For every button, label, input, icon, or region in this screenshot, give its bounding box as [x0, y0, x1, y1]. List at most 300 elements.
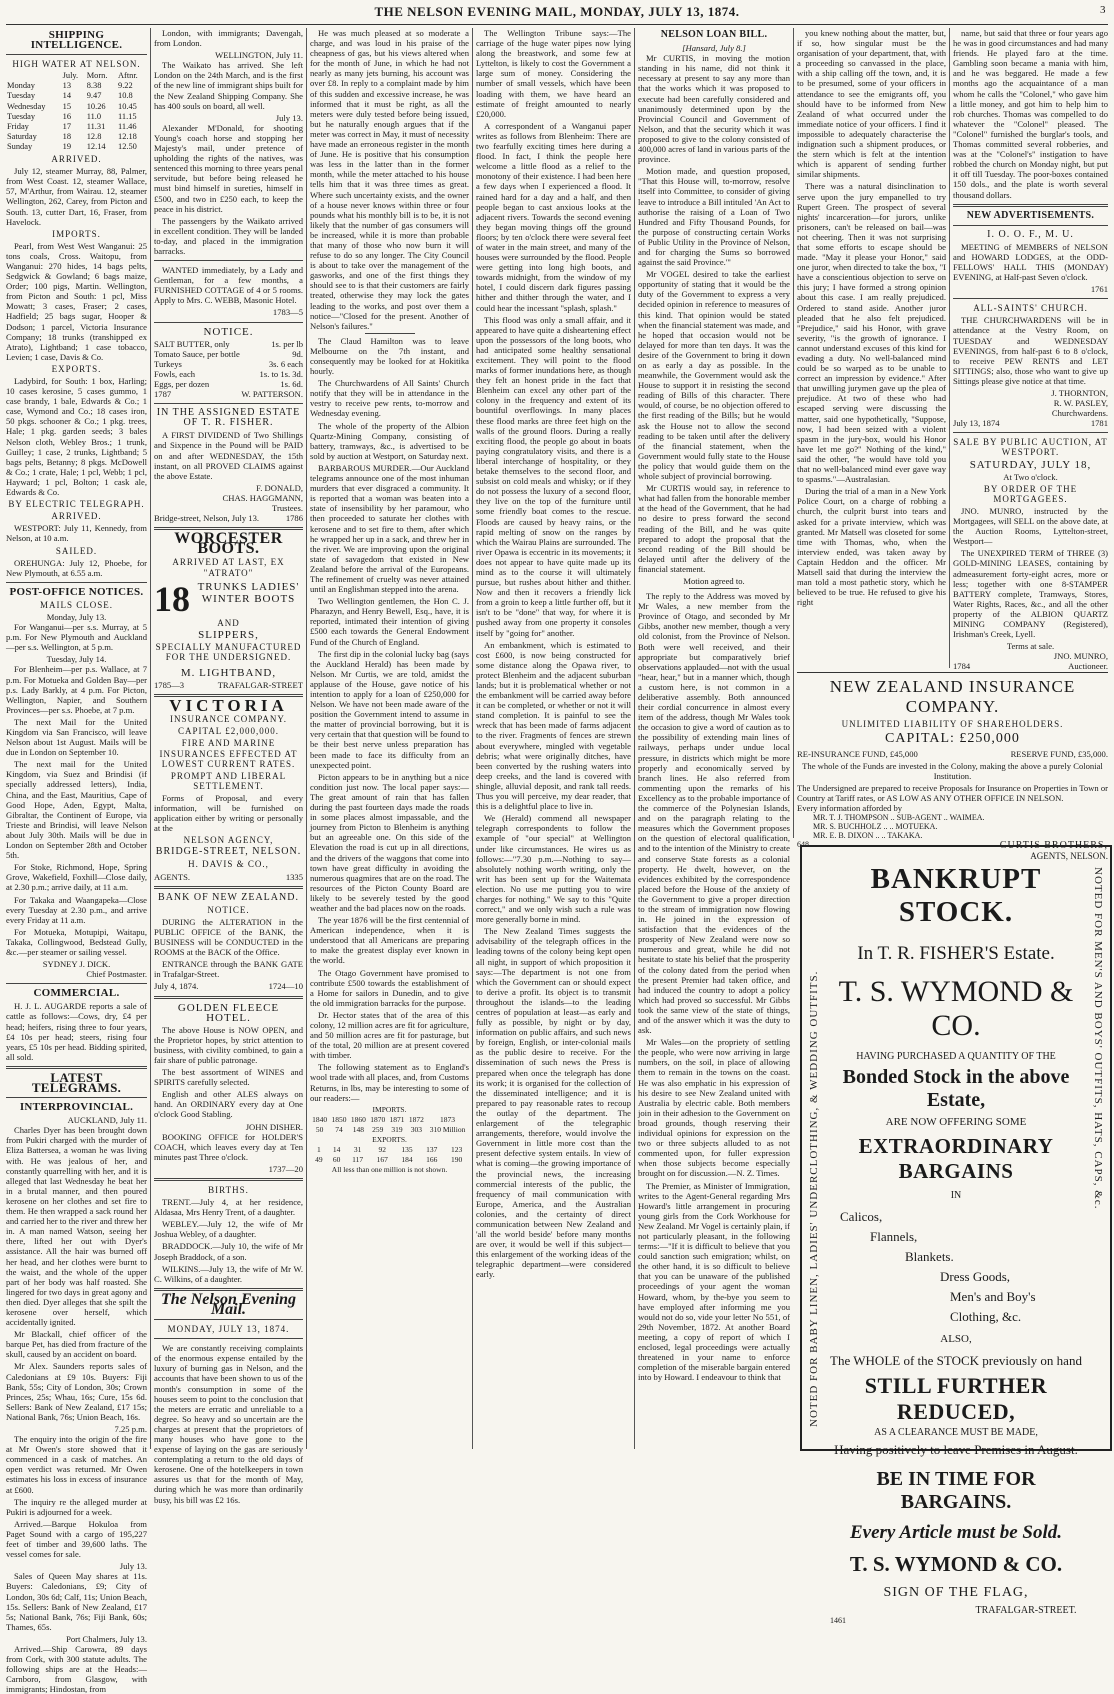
- worcester-block: [154, 578, 303, 619]
- notice-item-price: 3s. 6 each: [268, 358, 303, 369]
- motion-agreed: Motion agreed to.: [683, 575, 745, 586]
- ad-number: 648: [797, 840, 809, 849]
- notice-signature: W. PATTERSON.: [241, 389, 303, 400]
- tide-cell: 10.26: [86, 101, 106, 111]
- right-side-banner: [1086, 867, 1108, 1427]
- worcester-address: TRAFALGAR-STREET: [217, 680, 303, 691]
- whole-stock-line: The WHOLE of the STOCK previously on hand: [830, 1353, 1082, 1368]
- sale-heading: SALE BY PUBLIC AUCTION, AT WESTPORT.: [953, 437, 1108, 458]
- trade-value: 135: [401, 1145, 413, 1155]
- hansard-text: Mr CURTIS would say, in reference to what had fallen from the honorable member at the head of the Government, that he had no desire to press forward the second reading of the Bill, and he was quite prepared to adopt the proposal that the second reading of the Bill should be delayed until after the delivery of the financial statement.: [638, 483, 790, 574]
- reduced-line: STILL FURTHER REDUCED,: [864, 1373, 1048, 1424]
- iof-heading: I. O. O. F., M. U.: [987, 228, 1074, 240]
- trade-years-row: [310, 1115, 469, 1125]
- column-rule: [472, 28, 473, 1449]
- column-7: [953, 28, 1108, 672]
- reinsurance-fund: RE-INSURANCE FUND, £45,000: [797, 749, 918, 759]
- notice-item-price: 1s. per lb: [271, 338, 303, 349]
- trade-exports-row: [310, 1145, 469, 1155]
- estate-text: A FIRST DIVIDEND of Two Shillings and Sixpence in the Pound will be PAID on and after WEDNESDAY, the 15th instant, on all PROVED CLAIMS against the above Estate.: [154, 430, 303, 481]
- tide-row: [6, 122, 147, 132]
- golden-fleece-text: English and other ALES always on hand. An ORDINARY every day at One o'clock Good Stabling.: [154, 1089, 303, 1120]
- masthead-title: THE NELSON EVENING MAIL, MONDAY, JULY 13, 1874.: [374, 4, 740, 19]
- golden-fleece-heading: GOLDEN FLEECE HOTEL.: [177, 1001, 280, 1024]
- telegram-text: Arrived.—Ship Carowra, 89 days from Cork, with 300 statute adults. The following ships are at the Heads:—Carnboro, from Glasgow, with immigrants; Hindostan, from: [6, 1643, 147, 1694]
- tide-cell: Wednesday: [7, 101, 46, 111]
- nz-insurance-undersigned: The Undersigned are prepared to receive Proposals for Insurance on Properties in Town or Country at Tariff rates, or AS LOW AS ANY OTHER OFFICE IN NELSON.: [797, 783, 1108, 803]
- trade-value: 60: [332, 1155, 341, 1165]
- post-text: For Blenheim—per p.s. Wallace, at 7 p.m. For Motueka and Golden Bay—per p.s. Lady Barkly, at 4 p.m. For Picton, Wellington, Napier, and Southern Provinces—per s.s. Phoebe, at 7 p.m.: [6, 664, 147, 715]
- exports-heading: EXPORTS.: [51, 363, 102, 374]
- trafalgar-street: TRAFALGAR-STREET.: [975, 1605, 1077, 1616]
- editorial-text: He was much pleased at so moderate a charge, and was loud in his praise of the cheapness of gas, but his views altered when for the month of June, in which he had not nearly as many jets burning, his account was over £8. In reply to a complaint made by him of this sudden and excessive increase, he was informed that it must be right, as all the meters were duly tested before being issued, but he naturally enough argues that if the meter was correct in May, it must of necessity have made an erroneous register in the month of June. He is positive that his consumption was less in the latter than in the former month, while the meter attached to his house tells him that it was three times as great. Where such uncertainty exists, and the owner of a house never knows within three or four pounds what his monthly bill is to be, it is not likely that the number of gas consumers will be increased, while it is more than probable that many of those who now burn it will refuse to do so any longer. The City Council is about to take over the management of the gasworks, and one of the first things they should see to is that their customers are fairly treated, otherwise they may lock the gates leading to the works, and post over them a notice—"Closed for the present. Another of Nelson's failures.": [310, 28, 469, 331]
- notice-item: [154, 339, 303, 349]
- paper-date: MONDAY, JULY 13, 1874.: [167, 1324, 290, 1335]
- tide-cell: 14: [62, 91, 71, 101]
- page-number: 3: [1100, 4, 1106, 16]
- news-item: The New Zealand Times suggests the advisability of the telegraph offices in the leading towns of the colony being kept open all night, in support of which proposition it says:—The department is not one from which the Government can or should expect to derive a profit. Its object is to transmit throughout the islands—to the leading centres of population at least—as early and fully as possible, by night or by day, information on public affairs, and such news by foreign, English, or inter-colonial mails as the public desire to receive. For the dissemination of such news the Press is prepared when once the telegraph has done its work; it is organised for the collection of the disseminated intelligence; and it is prepared to pay reasonable rates to recoup the outlay of the department. The enlargement of the telegraphic arrangements, therefore, would involve the Government in little more cost than the present defective system entails. In view of what is coming—the growing importance of the provincial news, the increasing commercial interests of the public, the frequency of mail communication with Europe, America, and the Australian colonies, and the certainty of direct communication between New Zealand and 'all the world beside' before many months are over, it would be well if this subject—this enlargement of the working ideas of the telegraphic department—were considered early.: [476, 926, 631, 1280]
- telegram-text: The enquiry into the origin of the fire at Mr Owen's store showed that it commenced in a cask of matches. An open verdict was returned. Mr Owen estimates his loss in excess of insurance at £600.: [6, 1434, 147, 1495]
- trade-value: 190: [450, 1155, 463, 1165]
- worcester-sub: ARRIVED AT LAST, EX "ATRATO": [172, 557, 285, 578]
- column-rule: [634, 28, 635, 1449]
- offering-line: ARE NOW OFFERING SOME: [885, 1116, 1027, 1128]
- tide-cell: 19: [62, 141, 71, 151]
- news-item: The reply to the Address was moved by Mr Wales, a new member from the Province of Otago, and seconded by Mr Gibbs, another new member, though a very old colonist, from the Province of Nelson. Both were well received, and their appropriate but comparatively brief observations applauded—not with the usual "hear, hear," but in a manner which, though a custom here, is not common in a deliberative assembly. Both announced their cordial concurrence in almost every item of the address, though Mr Wales took the occasion to give a word of caution as to the possibility of extending main lines of railways, perhaps under undue local pressure, in districts which might be more properly and economically served by branch lines. He also referred from commenting upon the remarks of his Excellency as to the probable importance of the commerce of the Polynesian Islands, and on the paragraph relating to the measures which the Government proposes on the question of electoral qualification, and to the intention of the Ministry to create and conserve State forests as a colonial property. He dwelt, however, on the evidences exhibited by the correspondence placed before the House of the anxiety of the Government to give a proper direction to the stream of immigration now flowing in. He joined in the expression of satisfaction that the evidences of the prosperity of New Zealand were now so numerous and great, while he did not hesitate to state his belief that the prosperity of the colony dated from the period when the present Premier had taken office, and had induced the country to adopt a policy which had proved so successful. Mr Gibbs took the same view of the state of things, and of the answer which it was the duty to ask.: [638, 591, 790, 1036]
- trade-exports-row: [310, 1155, 469, 1165]
- churchwarden-name: J. THORNTON,: [1051, 388, 1108, 398]
- birth-notice: WILKINS.—July 13, the wife of Mr W. C. Wilkins, of a daughter.: [154, 1263, 303, 1284]
- nz-insurance-funds-row: [797, 749, 1108, 759]
- notice-item-label: SALT BUTTER, only: [154, 338, 230, 349]
- telegram-text: Mr Blackall, chief officer of the barque Pet, has died from fracture of the skull, caused by an accident on board.: [6, 1329, 147, 1360]
- telegraph-arrived-heading: ARRIVED.: [51, 511, 102, 522]
- post-tuesday: Tuesday, July 14.: [46, 654, 107, 665]
- telegraph-heading: BY ELECTRIC TELEGRAPH.: [8, 499, 145, 510]
- arrived-text: July 12, steamer Murray, 88, Palmer, from West Coast. 12, steamer Wallace, 57, M'Arthur, from Wairau. 12, steamer Wellington, 262, Carey, from Picton and South. 13, cutter Dart, 16, Fraser, from Havelock.: [6, 166, 147, 227]
- victoria-capital: CAPITAL £2,000,000.: [178, 726, 279, 737]
- bnz-text: ENTRANCE through the BANK GATE in Trafalgar-Street.: [154, 959, 303, 980]
- news-item: Dr. Hector states that of the area of this colony, 12 million acres are fit for agriculture, and 50 million acres are fit for pasturage, but of the total, 20 million are at present covered with timber.: [310, 1009, 469, 1061]
- notice-item: [154, 379, 303, 389]
- telegram-text: The passengers by the Waikato arrived in excellent condition. They will be landed to-day, and placed in the immigration barracks.: [154, 215, 303, 256]
- post-monday: Monday, July 13.: [46, 611, 107, 622]
- column-rule: [949, 28, 950, 668]
- trade-year: 1872: [408, 1114, 424, 1124]
- high-water-heading: HIGH WATER AT NELSON.: [12, 59, 141, 70]
- imports-heading: IMPORTS.: [52, 228, 101, 239]
- nz-insurance-ad: [797, 672, 1108, 861]
- worcester-line: SPECIALLY MANUFACTURED FOR THE UNDERSIGNED.: [155, 641, 302, 662]
- news-item: The Claud Hamilton was to leave Melbourne on the 7th instant, and consequently may be looked for at Hokitika hourly.: [310, 335, 469, 377]
- goods-item: Blankets.: [905, 1249, 954, 1264]
- news-item: BARBAROUS MURDER.—Our Auckland telegrams announce one of the most inhuman murders that ever disgraced a community. It is reported that a woman was beaten into a state of insensibility by her paramour, who then proceeded to saturate her clothes with kerosene and to set fire to them, after which he wrapped her up in a sack, and threw her in the river. We are improving upon the original state of savagedom that existed in New Zealand before the arrival of the Europeans. The refinement of cruelty was never attained until an Englishman stepped into the arena.: [310, 462, 469, 595]
- loan-bill-heading: NELSON LOAN BILL.: [660, 29, 768, 40]
- agent-name: MR. T. J. THOMPSON: [813, 813, 889, 822]
- church-date: July 13, 1874: [953, 418, 1000, 429]
- trade-value: 184: [401, 1155, 413, 1165]
- notice-item: [154, 349, 303, 359]
- ad-number: 1784: [953, 661, 971, 672]
- ad-number: 1783—5: [272, 307, 303, 318]
- goods-item: Men's and Boy's Clothing, &c.: [950, 1289, 1036, 1324]
- news-item: you knew nothing about the matter, but, if so, how singular must be the organisation of your department, that, with a proceeding so canvassed in the place, with a ship calling off the town, and, it is to be presumed, some of your officers in attendance to see the emigrants off, you should have to be informed from New Zealand of what occurred under the immediate notice of your officers. I find it impossible to adequately characterise the indignation such a shipment produces, or the stern which is felt at the intention which is apparent of sending further similar shipments.: [797, 28, 946, 180]
- trustee-name: CHAS. HAGGMANN,: [222, 492, 303, 503]
- masthead: [0, 0, 1114, 24]
- news-item: The Premier, as Minister of Immigration, writes to the Agent-General regarding Mrs Howard's little arrangement in procuring young girls from the Cork Workhouse for New Zealand. Mr Vogel is certainly plain, if not particularly pleasant, in the following terms:—"If it is difficult to believe that you could sanction such emigration; whilst, on the other hand, it is so difficult to believe that you can be unaware of the published proceedings of your agent the woman Howard, whom, by the-bye you seem to have employed after informing me you would not do so, vide your letter No 551, of 29th November, 1872. At another Board meeting, a copy of report of which I enclosed, legal proceedings were actually threatened in your name to enforce completion of the miserable bargain entered into by Howard. I endeavour to think that: [638, 1180, 790, 1383]
- trade-imports-row: [310, 1125, 469, 1135]
- golden-fleece-text: The best assortment of WINES and SPIRITS carefully selected.: [154, 1067, 303, 1088]
- right-side-text: NOTED FOR MEN'S AND BOYS' OUTFITS, HATS, CAPS, &c.: [1092, 867, 1104, 1210]
- tide-cell: 17: [62, 121, 71, 131]
- notice-item-price: 1s. 6d.: [280, 379, 303, 389]
- worcester-line: WINTER BOOTS: [201, 592, 296, 605]
- telegram-text: Arrived.—Barque Hokuloa from Paget Sound with a cargo of 195,227 feet of timber and 39,600 laths. The vessel comes for sale.: [6, 1518, 147, 1560]
- church-footer: [953, 418, 1108, 428]
- tide-cell: 9.47: [86, 91, 102, 101]
- news-item: The year 1876 will be the first centennial of American independence, when it is understood that all Americans are preparing to make the greatest display ever known in the world.: [310, 915, 469, 966]
- notice-item-label: Tomato Sauce, per bottle: [154, 348, 240, 359]
- worcester-footer: [154, 680, 303, 690]
- notice-item-label: Eggs, per dozen: [154, 379, 210, 389]
- trustee-name: F. DONALD,: [256, 482, 303, 493]
- post-text: The next mail for the United Kingdom, via Suez and Brindisi (if specially addressed letters), India, China, and the East, Mauritius, Cape of Good Hope, Aden, Egypt, Malta, Gibraltar, the Continent of Europe, via Trieste and Brindisi, will leave Nelson about July 30th. Mails will be due in London on September 28th and October 5th.: [6, 759, 147, 861]
- nz-agent-row: MR. T. J. THOMPSON .. SUB-AGENT .. WAIMEA.: [813, 813, 985, 822]
- churchwardens-label: Churchwardens.: [1051, 408, 1108, 419]
- notice-item: [154, 359, 303, 369]
- tide-cell: 9.22: [118, 81, 133, 91]
- tide-cell: 8.38: [86, 81, 102, 91]
- leave-premises-line: Having positively to leave Premises in August.: [834, 1442, 1078, 1457]
- tide-cell: Sunday: [7, 141, 33, 151]
- tide-cell: Friday: [7, 121, 29, 131]
- bankrupt-stock-ad: [800, 845, 1112, 1625]
- wanted-ad: WANTED immediately, by a Lady and Gentleman, for a few months, a FURNISHED COTTAGE of 4 or 5 rooms. Apply to Mrs. C. WEBB, Masonic Hotel.: [154, 265, 303, 306]
- telegram-dateline: Port Chalmers, July 13.: [66, 1633, 147, 1644]
- commercial-text: H. J. L. AUGARDE reports a sale of cattle as follows:—Cows, dry, £4 per head; heifers, rising three to four years, £4 10s per head; steers, rising four years, £5 10s per head. Bidding spirited, all sold.: [6, 1001, 147, 1062]
- telegram-text: The inquiry re the alleged murder at Pukiri is adjourned for a week.: [6, 1496, 147, 1517]
- notice-heading: NOTICE.: [203, 325, 254, 338]
- ad-number: 1335: [285, 871, 303, 882]
- bnz-heading: BANK OF NEW ZEALAND.: [158, 891, 299, 903]
- ad-number: 1724—10: [268, 981, 303, 992]
- trade-year: 1871: [389, 1114, 405, 1124]
- bnz-date: July 4, 1874.: [154, 981, 199, 992]
- news-item: We (Herald) commend all newspaper telegraph correspondents to follow the example of "our special" at Wellington under like circumstances. He wires us as follows:—"7.30 p.m.—Nothing to say—absolutely nothing worth writing, only the writ has been sent up for the Waitemata election. No use me putting you to wire charges for nothing." We say to this "Quite correct," and we only wish such a rule was more generally borne in mind.: [476, 813, 631, 925]
- news-item: There was a natural disinclination to serve upon the jury empanelled to try Rupert Green. The prospect of several nights' incarceration—for jurors, unlike prisoners, can't be released on bail—was not cheering. Then it was not surprising that some efforts to escape should be made. "May it please your Honor," said one juror, when directed to take the box, "I have a conscientious objection to serve on this jury; I have formed a strong opinion about this case. I am really prejudiced. Ordered to stand aside. Another juror pleaded that he also felt prejudiced. "Prejudice," said his Honor, with grave severity, "is the growth of ignorance. I cannot understand excuses of this kind for evading a duty. No well-balanced mind could be so warped as to be unable to correct an impression by evidence." After that unwilling jurymen gave up the plea of prejudice. At two of these who had escaped serving were discussing the matter, said one hypothetically, "Suppose, now, I had been seized with a violent spasm in the jury-box, would his Honor have let me go?" Nothing of the kind," said the other, "he would have told you that no well-balanced mind ever gave way to spasms."—Australasian.: [797, 181, 946, 485]
- mails-close: MAILS CLOSE.: [39, 599, 113, 610]
- news-item: An embankment, which is estimated to cost £600, is now being constructed for some distance along the Opawa river, to protect Blenheim and the adjacent suburban lands; but it is problematical whether or not the embankment will be carried away before it can be completed, or whether or not it will stand completion. It is painful to see the wreck that has been made of farms adjacent to the river. Fragments of fences are strewn about everywhere, mingled with vegetable debris; what were originally ditches, have been converted by the rushing waters into deep creeks, and the land is covered with shingle, alluvial deposit, and rank tall reeds. Thus you will perceive, my dear reader, that this is a delightful place to live in.: [476, 639, 631, 812]
- postmaster-name: SYDNEY J. DICK.: [42, 959, 111, 970]
- worcester-line: TRUNKS LADIES': [197, 580, 300, 593]
- agent-place: TAKAKA.: [887, 831, 923, 840]
- worcester-heading: WORCESTER BOOTS.: [174, 530, 283, 558]
- trade-value: 74: [335, 1124, 343, 1134]
- telegram-date: July 13.: [119, 1561, 147, 1572]
- sale-text: The UNEXPIRED TERM of THREE (3) GOLD-MINING LEASES, containing by admeasurement forty-eight acres, more or less; together with one 8-STAMPER BATTERY complete, Tramways, Stores, Water Rights, Races, &c., and all the other property of the ALBION QUARTZ MINING COMPANY (Registered), Irishman's Creek, Lyell.: [953, 548, 1108, 640]
- loan-bill-source: [Hansard, July 8.]: [682, 43, 746, 54]
- trade-value: 50: [315, 1124, 324, 1134]
- column-rule: [793, 28, 794, 838]
- ad-number: 1781: [1090, 418, 1108, 429]
- tide-cell: 15: [62, 101, 71, 111]
- telegram-text: Charles Dyer has been brought down from Pukiri charged with the murder of Eliza Battersea, a woman he was living with. He was jealous of her, and constantly quarrelling with her, and it is alleged that last Wednesday he beat her in a brutal manner, and then poured kerosene on her clothes and set fire to them. He then wrapped a sack round her and carried her to the river and threw her in. A man named Watson, seeing her there, lifted her out with Dyer's assistance. All the hair was burned off her head, and her clothes were burnt to the waist, and the whole of the upper part of her body was half roasted. She lingered for two days in great agony and then died. Dyer alleges that she spilt the kerosene over herself, which accidentally ignited.: [6, 1125, 147, 1328]
- telegram-text: Mr Alex. Saunders reports sales of Caledonians at £9 10s. Buyers: Fiji Bank, 55s; City of London, 30s; Crown Princes, 25s; Whau, 16s; Cure, 15s 6d. Sellers: Bank of New Zealand, £17 15s; National Bank, 76s; Union Beach, 16s.: [6, 1361, 147, 1422]
- tide-row: [6, 102, 147, 112]
- sign-of-flag: SIGN OF THE FLAG,: [883, 1585, 1029, 1600]
- tide-cell: 12.18: [118, 131, 137, 141]
- tide-cell: 11.46: [118, 121, 137, 131]
- victoria-agents: AGENTS.: [154, 871, 191, 882]
- hansard-text: Mr VOGEL desired to take the earliest opportunity of stating that it would be the duty of the Government to express a very decided opinion in reference to measures of this kind. That opinion would be stated when the financial statement was made, and he hoped that occasion would not be delayed for more than ten days. It was the desire of the Government to bring it down on as early a day as possible. In the meanwhile, the Government would ask the House to support it in resisting the second reading of Bills of this character. There would, of course, be no objection offered to the first reading of the Bills; but he would ask the House not to allow the second reading to be taken until after the delivery of the financial statement, when the Government would fully state to the House the policy that would guide them on the whole subject of provincial borrowing.: [638, 269, 790, 482]
- news-item: The following statement as to England's wool trade with all places, and, from Customs Returns, in lbs, may be interesting to some of our readers:—: [310, 1062, 469, 1103]
- paper-nameplate: The Nelson Evening Mail.: [160, 1290, 297, 1318]
- exports-text: Ladybird, for South: 1 box, Harling; 10 cases kerosine, 5 cases gummo, 1 case brandy, 1 bale, Edwards & Co.; 1 case, Wymond and Co.; 18 cases iron, 50 pkgs. schooner & Co.; 1 pkg. trees, Hale; 1 pkg. garden seeds; 3 bales Nelson cloth, Webley Bros.; 1 trunk, Guilley; 1 case, 2 trunks, Lightband; 5 bags pelts, Betanny; 8 pkgs. McDowell & Co.; 1 crate, Hale; 1 pcl, Webb; 1 pcl, Hayward; 1 pcl, Bolton; 1 cask ale, Edwards & Co.: [6, 376, 147, 498]
- notice-item-label: Fowls, each: [154, 368, 196, 379]
- post-text: For Wanganui—per s.s. Murray, at 5 p.m. For New Plymouth and Auckland—per s.s. Wellington, at 5 p.m.: [6, 622, 147, 653]
- news-item: This flood was only a small affair, and it appeared to have quite a disheartening effect upon the possessors of the long boots, who had anticipated some healthy sensational excitement. They will point to the flood marks of former inundations here, as though they felt an honest pride in the fact that Blenheim can excel any other part of the colony in the frequency and extent of its bountiful overflowings. In many places these flood marks are three feet high on the walls of the ground floors. During a really exciting flood, the people go about in boats paying congratulatory visits, and there is a liberal interchange of hospitality, or they betake themselves to the second floor, and subsist on cold meals and whisky; or if they do not possess the luxury of a second floor, they live on the top of the furniture until some friendly boat comes to the rescue. Floods are caused by heavy rains, or the rapid melting of snow on the ranges by which the Wairau Plains are surrounded. The river Opawa is eccentric in its movements; it does not appear to have quite made up its mind as to the course it will ultimately pursue, but rushes about hither and thither. Now and then it recovers a friendly lick from a groin to keep a little further off, but it isn't to be "done" that way, for where it is pushed away from one property it consoles itself by "going for" another.: [476, 314, 631, 638]
- bnz-footer: [154, 981, 303, 991]
- bonded-stock-line: Bonded Stock in the above Estate,: [842, 1066, 1070, 1111]
- tide-cell: 11.15: [118, 111, 137, 121]
- trade-year: 1860: [350, 1114, 366, 1124]
- agent-place: WAIMEA.: [949, 813, 985, 822]
- victoria-line: H. DAVIS & CO.,: [188, 859, 269, 870]
- tide-head: Morn.: [86, 71, 108, 81]
- purchased-line: HAVING PURCHASED A QUANTITY OF THE: [856, 1051, 1056, 1062]
- tide-cell: 16: [62, 111, 71, 121]
- news-item: The Churchwardens of All Saints' Church notify that they will be in attendance in the vestry to receive pew rents, to-morrow and Wednesday evening.: [310, 378, 469, 419]
- golden-fleece-proprietor: JOHN DISHER.: [245, 1121, 303, 1132]
- trade-value: 137: [426, 1145, 438, 1155]
- victoria-line: FIRE AND MARINE INSURANCES EFFECTED AT LOWEST CURRENT RATES.: [159, 738, 298, 769]
- column-3: [310, 28, 469, 1449]
- nz-insurance-liability: UNLIMITED LIABILITY OF SHAREHOLDERS.: [841, 719, 1064, 729]
- new-ads-heading: NEW ADVERTISEMENTS.: [966, 209, 1095, 221]
- trade-value: 14: [332, 1145, 341, 1155]
- tide-cell: Tuesday: [7, 91, 36, 101]
- nz-insurance-capital: CAPITAL: £250,000: [885, 731, 1020, 746]
- sale-time: At Two o'clock.: [1003, 471, 1058, 482]
- wymond-name-footer: T. S. WYMOND & CO.: [849, 1552, 1063, 1576]
- tide-head: Aftnr.: [118, 71, 138, 81]
- commercial-heading: COMMERCIAL.: [33, 987, 120, 1000]
- church-text: THE CHURCHWARDENS will be in attendance at the Vestry Room, on TUESDAY and WEDNESDAY EVENINGS, from half-past 6 to 8 o'clock, to receive PEW RENTS and LET SITTINGS; also, those who want to give up Sittings please give notice at that time.: [953, 315, 1108, 386]
- news-item: Picton appears to be in anything but a nice condition just now. The local paper says:—The great amount of rain that has fallen during the past fourteen days made the roads in some places almost impassable, and the journey from Picton to Blenheim is anything but an agreeable one. On this side of the Elevation the road is cut up in all directions, and the drivers of the waggons that come into town have great difficulty in avoiding the numerous quagmires that are on the road. The resources of the Picton County Board are likely to be severely tested by the good weather and the bad places now on the roads.: [310, 771, 469, 913]
- top-rule: [6, 24, 1108, 25]
- victoria-sub: INSURANCE COMPANY.: [169, 714, 288, 725]
- tide-head: [6, 71, 62, 81]
- goods-item: Dress Goods,: [940, 1269, 1011, 1284]
- iof-text: MEETING of MEMBERS of NELSON and HOWARD LODGES, at the ODD-FELLOWS' HALL THIS (MONDAY) EVENING, at Half-past Seven o'clock.: [953, 241, 1108, 283]
- bankrupt-heading: BANKRUPT STOCK.: [870, 863, 1042, 928]
- column-4: [476, 28, 631, 1449]
- news-item: Mr Wales—on the propriety of settling the people, who were now arriving in large numbers, on the soil, in place of allowing them to remain in the towns on the coast. He was also emphatic in his expression of his desire to see New Zealand united with Australia by electric cable. Both members join in their adhesion to the Government on broad grounds, though reserving their individual opinions for expression on the two or three subjects alluded to as not commented upon, for fuller expression when those subjects become especially brought on for discussion.—N. Z. Times.: [638, 1037, 790, 1179]
- wymond-name: T. S. WYMOND & CO.: [838, 975, 1074, 1042]
- nz-agent-row: MR. E. B. DIXON .. .. TAKAKA.: [813, 831, 923, 840]
- post-text: For Motueka, Motupipi, Waitapu, Takaka, Collingwood, Bedstead Gully, &c.—per steamer or sailing vessel.: [6, 926, 147, 957]
- victoria-text: Forms of Proposal, and every information, will be furnished on application either by writing or personally at the: [154, 792, 303, 834]
- telegraph-sailed-heading: SAILED.: [55, 545, 98, 556]
- trade-value: 117: [352, 1155, 364, 1165]
- telegram-text: The Waikato has arrived. She left London on the 24th March, and is the first of the new line of immigrant ships built for the New Zealand Shipping Company. She has 400 souls on board, all well.: [154, 60, 303, 111]
- exports-label: EXPORTS.: [372, 1135, 407, 1145]
- auctioneer-title: Auctioneer.: [1068, 661, 1108, 672]
- birth-notice: TRENT.—July 4, at her residence, Aldasaa, Mrs Henry Trent, of a daughter.: [154, 1197, 303, 1218]
- victoria-heading: VICTORIA: [169, 696, 288, 716]
- tide-cell: 12.14: [86, 141, 106, 151]
- interprovincial-heading: INTERPROVINCIAL.: [19, 1101, 134, 1114]
- trade-value: 167: [376, 1155, 388, 1165]
- curtis-agents: AGENTS, NELSON.: [1030, 851, 1108, 861]
- post-text: For Stoke, Richmond, Hope, Spring Grove, Wakefield, Foxhill—Close daily, at 2.30 p.m.; arrive daily, at 11 a.m.: [6, 862, 147, 893]
- news-item: The Wellington Tribune says:—The carriage of the huge water pipes now lying along the breastwork, and some few at Lyttelton, is likely to cost the Government a large sum of money. Considering the number of small vessels, which have been loading with them, we have heard an estimate of freight amounted to nearly £20,000.: [476, 28, 631, 119]
- telegram-text: Alexander M'Donald, for shooting Young's coach horse and stopping her Majesty's mail, under pretence of upholding the rights of the natives, was sentenced this morning to three years penal servitude, but before being released he must bind himself in sureties, himself in £500, and two in £250 each, to keep the peace in his district.: [154, 122, 303, 214]
- telegraph-arrived: WESTPORT: July 11, Kennedy, from Nelson, at 10 a.m.: [6, 523, 147, 544]
- trade-value: 310 Million: [429, 1124, 466, 1134]
- agent-role: SUB-AGENT: [896, 813, 942, 822]
- postmaster-title: Chief Postmaster.: [86, 969, 147, 980]
- in-line: IN: [950, 1190, 962, 1201]
- golden-fleece-text: The above House is NOW OPEN, and the Proprietor hopes, by strict attention to business, with civility combined, to gain a fair share of public patronage.: [154, 1024, 303, 1065]
- nz-insurance-title: NEW ZEALAND INSURANCE COMPANY.: [829, 677, 1076, 716]
- victoria-line: BRIDGE-STREET, NELSON.: [155, 846, 302, 858]
- birth-notice: BRADDOCK.—July 10, the wife of Mr Joseph Braddock, of a son.: [154, 1241, 303, 1262]
- sale-day: SATURDAY, JULY 18,: [969, 458, 1092, 471]
- victoria-line: PROMPT AND LIBERAL SETTLEMENT.: [170, 770, 287, 791]
- latest-telegrams-heading: LATEST TELEGRAMS.: [31, 1069, 122, 1095]
- imports-label: IMPORTS.: [372, 1104, 407, 1114]
- notice-item-label: Turkeys: [154, 358, 182, 369]
- trade-value: 1: [317, 1145, 321, 1155]
- tide-cell: 13: [62, 81, 71, 91]
- telegram-time: 7.25 p.m.: [114, 1424, 147, 1434]
- trade-value: 148: [352, 1124, 364, 1134]
- wellington-dateline: WELLINGTON, July 11.: [215, 50, 303, 61]
- nz-agent-row: MR. S. BUCHHOLZ .. .. MOTUEKA.: [813, 822, 938, 831]
- goods-item: Calicos,: [840, 1209, 883, 1224]
- goods-list: [830, 1207, 1082, 1327]
- trade-value: 123: [450, 1145, 463, 1155]
- trade-value: 303: [410, 1124, 423, 1134]
- churchwarden-name: R. W. PASLEY,: [1053, 398, 1108, 409]
- estate-heading: IN THE ASSIGNED ESTATE OF T. R. FISHER.: [156, 407, 301, 429]
- also-line: ALSO,: [940, 1333, 972, 1345]
- tide-header-row: [6, 71, 147, 81]
- worcester-name: M. LIGHTBAND,: [180, 666, 277, 679]
- tide-row: [6, 81, 147, 91]
- sale-text: JNO. MUNRO, instructed by the Mortgagees, will SELL on the above date, at the Auction Rooms, Lyttelton-street, Westport—: [953, 505, 1108, 547]
- notice-item-price: 9d.: [292, 348, 303, 359]
- editorial-text: We are constantly receiving complaints of the enormous expense entailed by the luxury of burning gas in Nelson, and the accounts that have been shown to us of the month's consumption in some of the houses seem to point to the conclusion that the meters are erratic and unreliable to a degree. So heavy and so uncertain are the charges at present that the proprietors of many houses who have gone to the expense of laying on the gas are seriously contemplating a return to the old days of kerosene. One of the hotelkeepers in town assures us that for the month of May, during which he was more than ordinarily busy, his bill was £2 16s.: [154, 1343, 303, 1505]
- worcester-line: AND: [217, 617, 240, 628]
- be-in-time-line: BE IN TIME FOR BARGAINS.: [876, 1468, 1036, 1513]
- tide-head: July.: [62, 71, 79, 81]
- notice-signoff: [154, 389, 303, 399]
- trade-value: 166: [426, 1155, 438, 1165]
- hansard-text: Motion made, and question proposed, "That this House will, to-morrow, resolve itself into Committee, to consider of giving leave to introduce a Bill intituled 'An Act to authorise the raising of a Loan of Two Hundred and Fifty Thousand Pounds, for the purpose of constructing certain Works of Public Utility in the Province of Nelson, and for charging the Sums so borrowed against the said Province.'": [638, 166, 790, 268]
- bnz-text: DURING the ALTERATION in the PUBLIC OFFICE of the BANK, the BUSINESS will be CONDUCTED in the ROOMS at the BACK of the Office.: [154, 916, 303, 958]
- nz-insurance-info: Every information afforded by: [797, 803, 903, 813]
- trade-value: 259: [372, 1124, 384, 1134]
- telegram-text: London, with immigrants; Davengah, from London.: [154, 28, 303, 49]
- news-item: The whole of the property of the Albion Quartz-Mining Company, consisting of battery, tramways, &c., is advertised to be sold by auction at Westport, on Saturday next.: [310, 420, 469, 461]
- auckland-dateline: AUCKLAND, July 11.: [67, 1115, 147, 1126]
- tide-cell: 18: [62, 131, 71, 141]
- tide-cell: 12.50: [118, 141, 137, 151]
- tide-row: [6, 142, 147, 152]
- tide-cell: Saturday: [7, 131, 37, 141]
- births-heading: BIRTHS.: [208, 1185, 249, 1195]
- reserve-fund: RESERVE FUND, £35,000.: [1010, 749, 1108, 759]
- golden-fleece-text: BOOKING OFFICE for HOLDER'S COACH, which leaves every day at Ten minutes past Three o'clock.: [154, 1131, 303, 1162]
- bnz-notice: NOTICE.: [207, 904, 250, 915]
- news-item: A correspondent of a Wanganui paper writes as follows from Blenheim: There are two fearfully exciting times here during a flood. In fact, I think the people here welcome a little flood as a relief to the monotony of their existence. I had been here a few days when I experienced a flood. It rained hard for a day and a half, and then people began to cast anxious looks at the adjacent rivers. Towards the second evening they began moving things off the ground floors; by ten o'clock there were several feet of water in the main street, and many of the houses were surrounded by the flood. People were getting into long high boots, and towards midnight, from the window of my hotel, I could discern dark figures passing hither and thither through the water, and I could hear the incessant "splash, splash.": [476, 120, 631, 313]
- sale-order: BY ORDER OF THE MORTGAGEES.: [983, 483, 1078, 504]
- post-text: The next Mail for the United Kingdom via San Francisco, will leave Nelson about 1st August. Mails will be due in London on September 10.: [6, 716, 147, 758]
- tide-cell: Tuesday: [7, 111, 36, 121]
- imports-text: Pearl, from West West Wanganui: 25 tons coals, Cross. Waitopu, from Wanganui: 270 hides, 14 bags pelts, Sedgwick & Gowland; 6 bags maize, Order; 100 pigs, Martin. Wellington, from Picton and South: 1 pcl, Miss Mowatt; 3 cases, Fraser; 2 cases, Hadfield; 25 bags sugar, Hooper & Dodson; 1 parcel, Victoria Insurance Company; 18 trunks (transhipped ex Atrato), Lightband; 1 case tobacco, Levien; 1 case, Davis & Co.: [6, 240, 147, 362]
- ad-number: 1786: [285, 513, 303, 524]
- estate-address: Bridge-street, Nelson, July 13.: [154, 513, 260, 524]
- bargains-line: EXTRAORDINARY BARGAINS: [858, 1134, 1054, 1183]
- post-text: For Takaka and Waangapeka—Close every Tuesday at 2.30 p.m., and arrive every Friday at 11 a.m.: [6, 894, 147, 925]
- column-2: [154, 28, 303, 1505]
- church-heading: ALL-SAINTS' CHURCH.: [973, 303, 1088, 314]
- news-item: During the trial of a man in a New York Police Court, on a charge of robbing a church, the culprit burst into tears and asked for a private interview, which was granted. Mr Matsell was closeted for some time with Thomas, who, when the interview ended, was taken away by Captain Heddon and the officer. Mr Matsell said that during the interview the man told a most pathetic story, which he believed to be true. He refused to give his right: [797, 486, 946, 608]
- ad-number: 1761: [1090, 284, 1108, 295]
- agent-name: MR. E. B. DIXON: [813, 831, 874, 840]
- curtis-brothers: CURTIS BROTHERS,: [999, 840, 1108, 851]
- tide-cell: 12.8: [86, 131, 102, 141]
- trustees-label: Trustees.: [272, 503, 303, 514]
- nz-insurance-funds-text: The whole of the Funds are invested in the Colony, making the above a purely Colonial Institution.: [802, 761, 1103, 781]
- estate-footer: [154, 513, 303, 523]
- trade-note: All less than one million is not shown.: [331, 1165, 448, 1175]
- trade-value: 92: [378, 1145, 386, 1155]
- ad-number: 1787: [154, 389, 172, 400]
- trade-year: 1870: [370, 1114, 386, 1124]
- news-item: The Otago Government have promised to contribute £500 towards the establishment of a Home for sailors in Dunedin, and to give the old immigration barracks for the purpose.: [310, 967, 469, 1008]
- telegraph-sailed: OREHUNGA: July 12, Phoebe, for New Plymouth, at 6.55 a.m.: [6, 557, 147, 578]
- tide-cell: 11.0: [86, 111, 102, 121]
- tide-table: [6, 71, 147, 152]
- tide-cell: 11.31: [86, 121, 106, 131]
- left-side-banner: [804, 867, 826, 1427]
- ad-number: 1737—20: [268, 1163, 303, 1174]
- tide-row: [6, 132, 147, 142]
- trade-year: 1873: [440, 1114, 456, 1124]
- notice-item: [154, 369, 303, 379]
- goods-item: Flannels,: [870, 1229, 918, 1244]
- agent-name: MR. S. BUCHHOLZ: [813, 822, 882, 831]
- telegram-date: July 13.: [275, 112, 303, 123]
- trade-year: 1850: [331, 1114, 347, 1124]
- arrived-heading: ARRIVED.: [51, 154, 102, 165]
- agent-place: MOTUEKA.: [895, 822, 938, 831]
- notice-item-price: 1s. to 1s. 3d.: [259, 368, 303, 379]
- telegram-text: Sales of Queen May shares at 11s. Buyers: Caledonians, £9; City of London, 30s 6d; Calf, 11s; Union Beach, 15s. Sellers: Bank of New Zealand, £17 5s; National Bank, 76s; Fiji Bank, 60s; Thames, 65s.: [6, 1571, 147, 1632]
- ad-number: 1461: [830, 1616, 846, 1625]
- every-article-line: Every Article must be Sold.: [850, 1522, 1062, 1543]
- tide-cell: 10.45: [118, 101, 137, 111]
- victoria-footer: [154, 872, 303, 882]
- hansard-text: Mr CURTIS, in moving the motion standing in his name, did not think it necessary at present to say any more than that the works which it was proposed to execute had been carefully considered and unanimously determined upon by the Provincial Council and Government of Nelson, and that the security which it was proposed to give to the colony consisted of 400,000 acres of land in various parts of the province.: [638, 53, 790, 165]
- bankrupt-stock-content: [830, 847, 1082, 1625]
- tide-cell: 10.8: [118, 91, 133, 101]
- auctioneer-name: JNO. MUNRO,: [1053, 651, 1108, 662]
- tide-cell: Monday: [7, 81, 35, 91]
